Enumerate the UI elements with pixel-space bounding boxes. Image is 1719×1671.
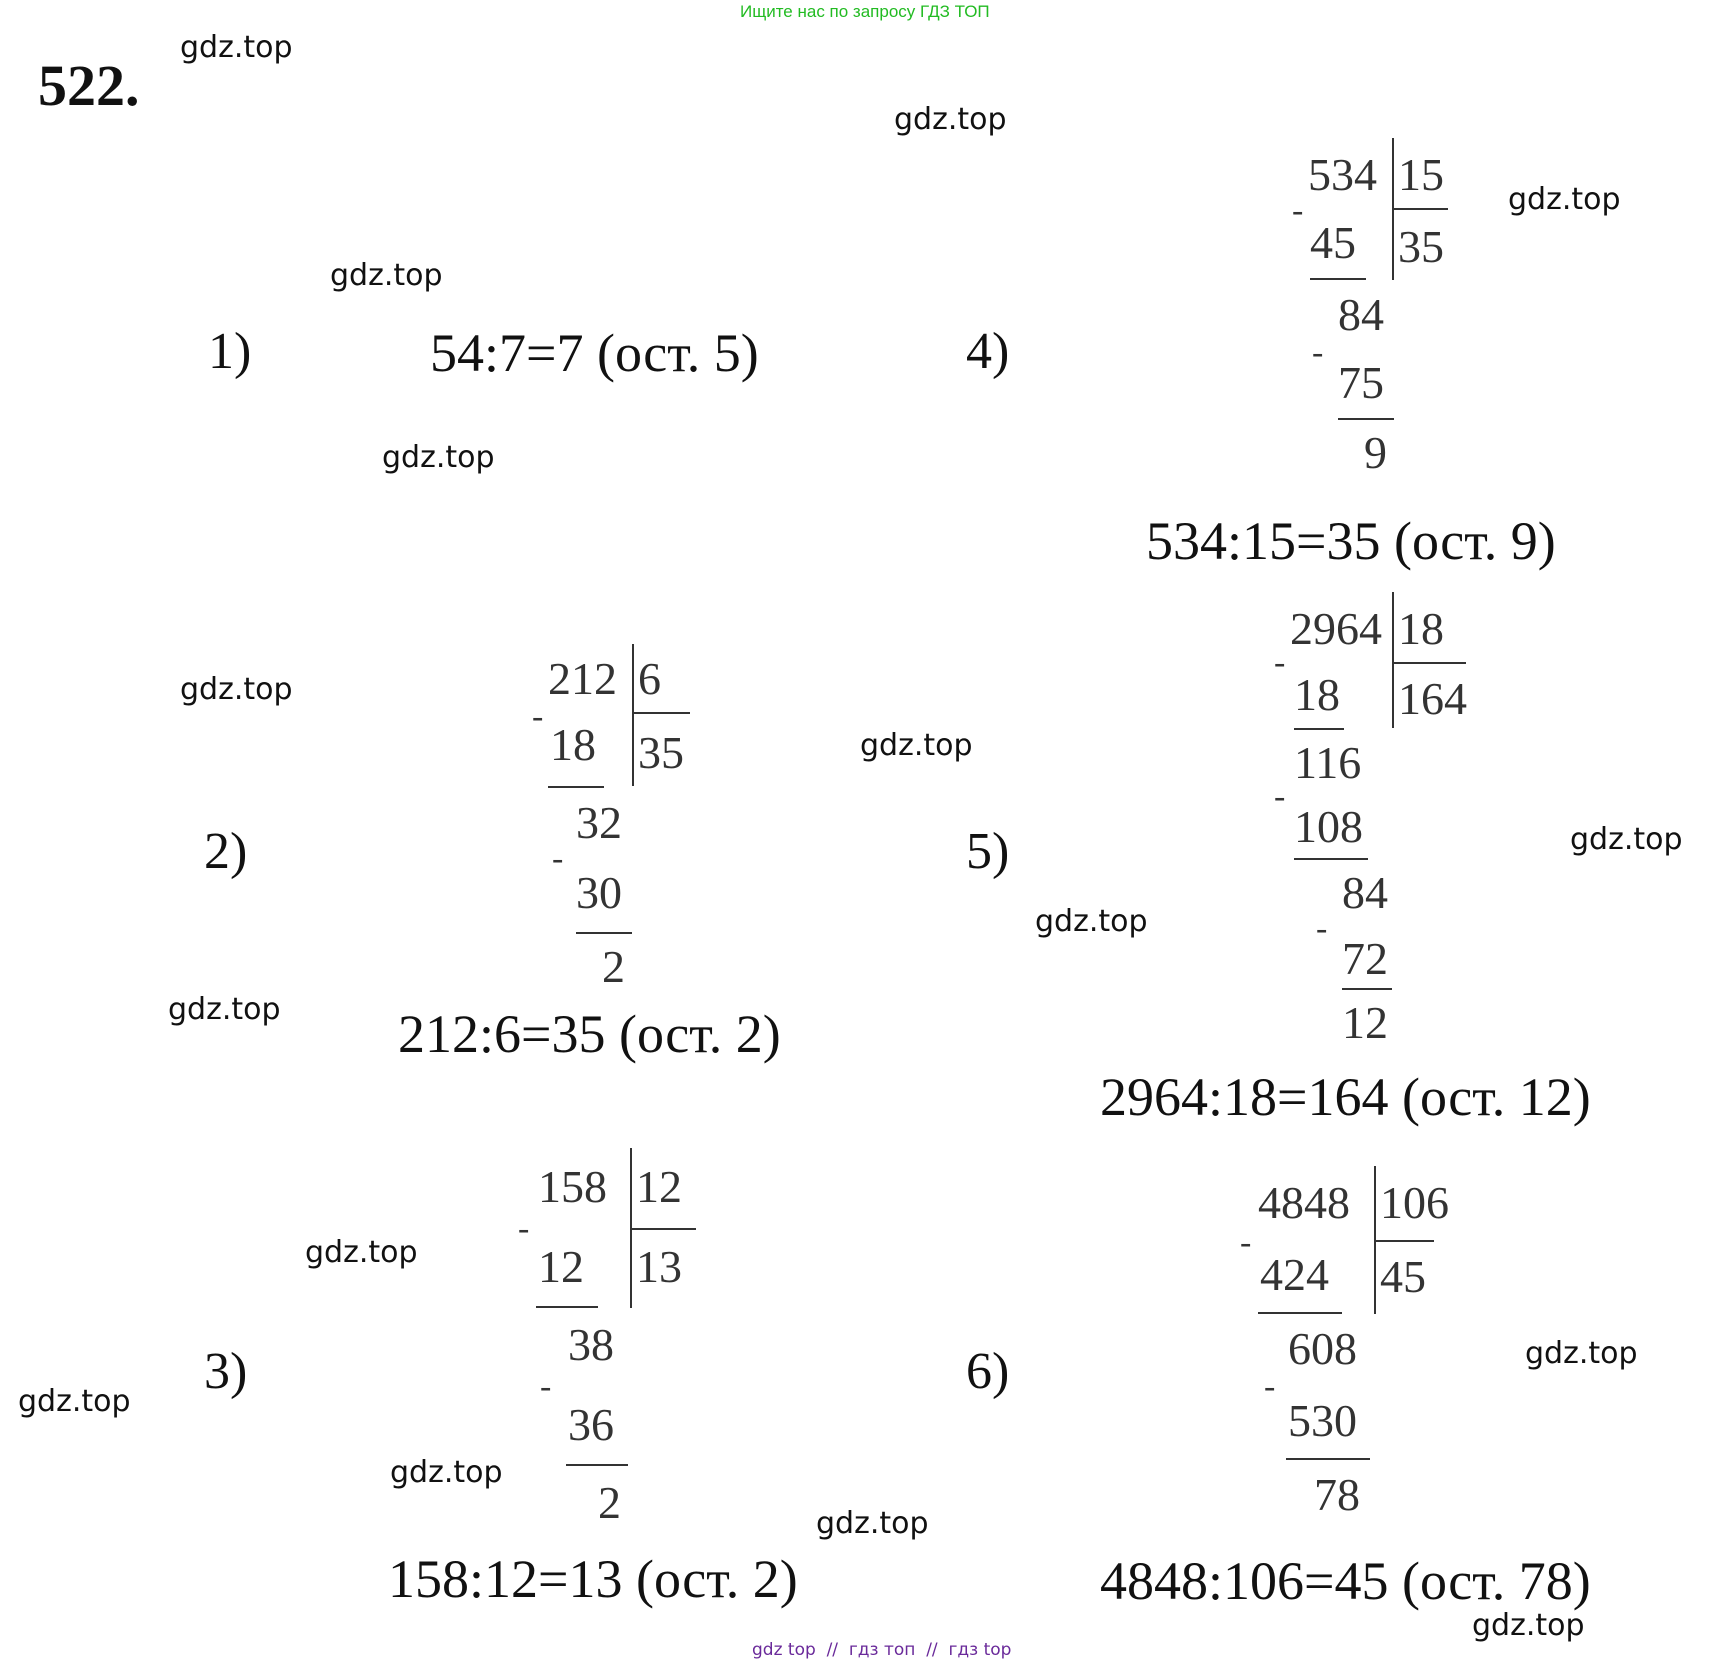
step-remainder: 608 [1288, 1323, 1357, 1374]
watermark: gdz.top [860, 728, 973, 763]
divisor-underline [1376, 1240, 1434, 1242]
step-subtrahend: 108 [1294, 801, 1363, 852]
step-remainder: 84 [1342, 867, 1388, 918]
dividend: 2964 [1290, 603, 1382, 654]
step-line [1294, 858, 1368, 860]
final-remainder: 2 [602, 941, 625, 992]
divisor-underline [634, 712, 690, 714]
watermark: gdz.top [390, 1455, 503, 1490]
division-bar [1392, 592, 1394, 728]
minus-sign: - [1274, 778, 1286, 815]
divisor: 12 [636, 1161, 682, 1212]
quotient: 45 [1380, 1251, 1426, 1302]
minus-sign: - [1240, 1224, 1252, 1261]
step-line [1342, 988, 1392, 990]
watermark: gdz.top [894, 102, 1007, 137]
footer-watermark: gdz top // гдз топ // гдз top [752, 1640, 1012, 1660]
exercise-number: 522. [38, 53, 140, 118]
watermark: gdz.top [305, 1235, 418, 1270]
step-line [1338, 418, 1394, 420]
step-subtrahend: 530 [1288, 1395, 1357, 1446]
step-line [1310, 278, 1366, 280]
step-line [566, 1464, 628, 1466]
step-remainder: 84 [1338, 289, 1384, 340]
watermark: gdz.top [180, 30, 293, 65]
watermark: gdz.top [18, 1384, 131, 1419]
minus-sign: - [1312, 334, 1324, 371]
divisor-underline [632, 1228, 696, 1230]
step-remainder: 116 [1294, 737, 1362, 788]
minus-sign: - [540, 1368, 552, 1405]
step-subtrahend: 75 [1338, 357, 1384, 408]
minus-sign: - [532, 698, 544, 735]
step-line [536, 1306, 598, 1308]
item-label-4: 4) [966, 323, 1010, 380]
watermark: gdz.top [1508, 182, 1621, 217]
item-label-2: 2) [204, 823, 248, 880]
watermark: gdz.top [816, 1506, 929, 1541]
result-1: 54:7=7 (ост. 5) [430, 323, 759, 383]
result-5: 2964:18=164 (ост. 12) [1100, 1067, 1591, 1127]
division-bar [632, 644, 634, 786]
watermark: gdz.top [168, 992, 281, 1027]
watermark: gdz.top [180, 672, 293, 707]
step-subtrahend: 424 [1260, 1249, 1329, 1300]
quotient: 164 [1398, 673, 1467, 724]
step-remainder: 32 [576, 797, 622, 848]
quotient: 35 [638, 727, 684, 778]
final-remainder: 9 [1364, 427, 1387, 478]
divisor: 6 [638, 653, 661, 704]
minus-sign: - [1316, 910, 1328, 947]
divisor-underline [1394, 208, 1448, 210]
quotient: 13 [636, 1241, 682, 1292]
watermark: gdz.top [1525, 1336, 1638, 1371]
result-3: 158:12=13 (ост. 2) [388, 1549, 798, 1609]
step-remainder: 38 [568, 1319, 614, 1370]
step-line [576, 932, 632, 934]
final-remainder: 12 [1342, 997, 1388, 1048]
step-subtrahend: 12 [538, 1241, 584, 1292]
minus-sign: - [552, 840, 564, 877]
dividend: 534 [1308, 149, 1377, 200]
minus-sign: - [1264, 1368, 1276, 1405]
watermark: gdz.top [330, 258, 443, 293]
result-2: 212:6=35 (ост. 2) [398, 1004, 781, 1064]
divisor: 15 [1398, 149, 1444, 200]
dividend: 158 [538, 1161, 607, 1212]
quotient: 35 [1398, 221, 1444, 272]
step-line [1258, 1312, 1342, 1314]
minus-sign: - [1292, 192, 1304, 229]
item-label-5: 5) [966, 823, 1010, 880]
step-line [548, 786, 604, 788]
step-subtrahend: 36 [568, 1399, 614, 1450]
step-subtrahend: 18 [550, 719, 596, 770]
watermark: gdz.top [1472, 1608, 1585, 1643]
final-remainder: 78 [1314, 1469, 1360, 1520]
divisor-underline [1394, 662, 1466, 664]
dividend: 212 [548, 653, 617, 704]
step-subtrahend: 45 [1310, 217, 1356, 268]
divisor: 106 [1380, 1177, 1449, 1228]
result-6: 4848:106=45 (ост. 78) [1100, 1551, 1591, 1611]
item-label-1: 1) [208, 323, 252, 380]
watermark: gdz.top [1570, 822, 1683, 857]
item-label-3: 3) [204, 1343, 248, 1400]
step-line [1286, 1458, 1370, 1460]
top-banner: Ищите нас по запросу ГДЗ ТОП [740, 2, 990, 21]
divisor: 18 [1398, 603, 1444, 654]
final-remainder: 2 [598, 1477, 621, 1528]
step-subtrahend: 18 [1294, 669, 1340, 720]
watermark: gdz.top [382, 440, 495, 475]
minus-sign: - [518, 1210, 530, 1247]
step-subtrahend: 30 [576, 867, 622, 918]
item-label-6: 6) [966, 1343, 1010, 1400]
watermark: gdz.top [1035, 904, 1148, 939]
minus-sign: - [1274, 644, 1286, 681]
step-subtrahend: 72 [1342, 933, 1388, 984]
dividend: 4848 [1258, 1177, 1350, 1228]
step-line [1294, 728, 1344, 730]
result-4: 534:15=35 (ост. 9) [1146, 511, 1556, 571]
